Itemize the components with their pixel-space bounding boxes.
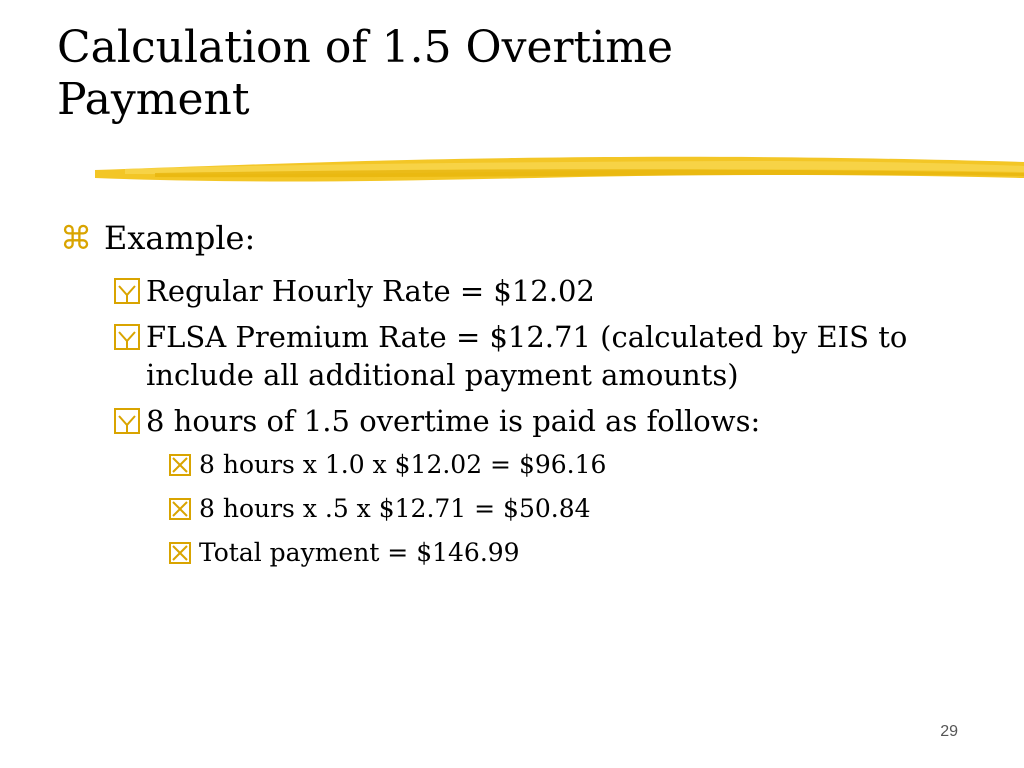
slide-title-line-2: Payment: [57, 74, 250, 125]
checkbox-bullet-icon: [114, 402, 142, 440]
subbullet-total-payment: [169, 536, 960, 570]
bullet-overtime-paid-text: 8 hours of 1.5 overtime is paid as follows:: [146, 404, 761, 438]
subbullet-total-payment-text: Total payment = $146.99: [199, 538, 520, 567]
x-box-bullet-icon: [169, 448, 195, 482]
subbullet-premium-pay: [169, 492, 960, 526]
bullet-example-label: Example:: [104, 219, 256, 257]
subbullet-regular-pay-text: 8 hours x 1.0 x $12.02 = $96.16: [199, 450, 607, 479]
bullet-flsa-premium-rate: [114, 318, 960, 394]
x-box-bullet-icon: [169, 536, 195, 570]
bullet-flsa-premium-rate-text: FLSA Premium Rate = $12.71 (calculated by EIS to include all additional payment amounts): [146, 320, 908, 392]
subbullet-premium-pay-text: 8 hours x .5 x $12.71 = $50.84: [199, 494, 591, 523]
bullet-example: [60, 216, 960, 260]
page-number: 29: [940, 723, 958, 740]
subbullet-regular-pay: [169, 448, 960, 482]
checkbox-bullet-icon: [114, 272, 142, 310]
slide-title-line-1: Calculation of 1.5 Overtime: [57, 22, 674, 73]
slide-title: [57, 22, 957, 126]
x-box-bullet-icon: [169, 492, 195, 526]
command-bullet-icon: ⌘: [60, 219, 92, 257]
slide-body: [60, 216, 960, 580]
title-underline-brush-stroke: [95, 148, 1024, 192]
checkbox-bullet-icon: [114, 318, 142, 356]
bullet-overtime-paid: [114, 402, 960, 440]
bullet-regular-hourly-rate-text: Regular Hourly Rate = $12.02: [146, 274, 595, 308]
bullet-regular-hourly-rate: [114, 272, 960, 310]
